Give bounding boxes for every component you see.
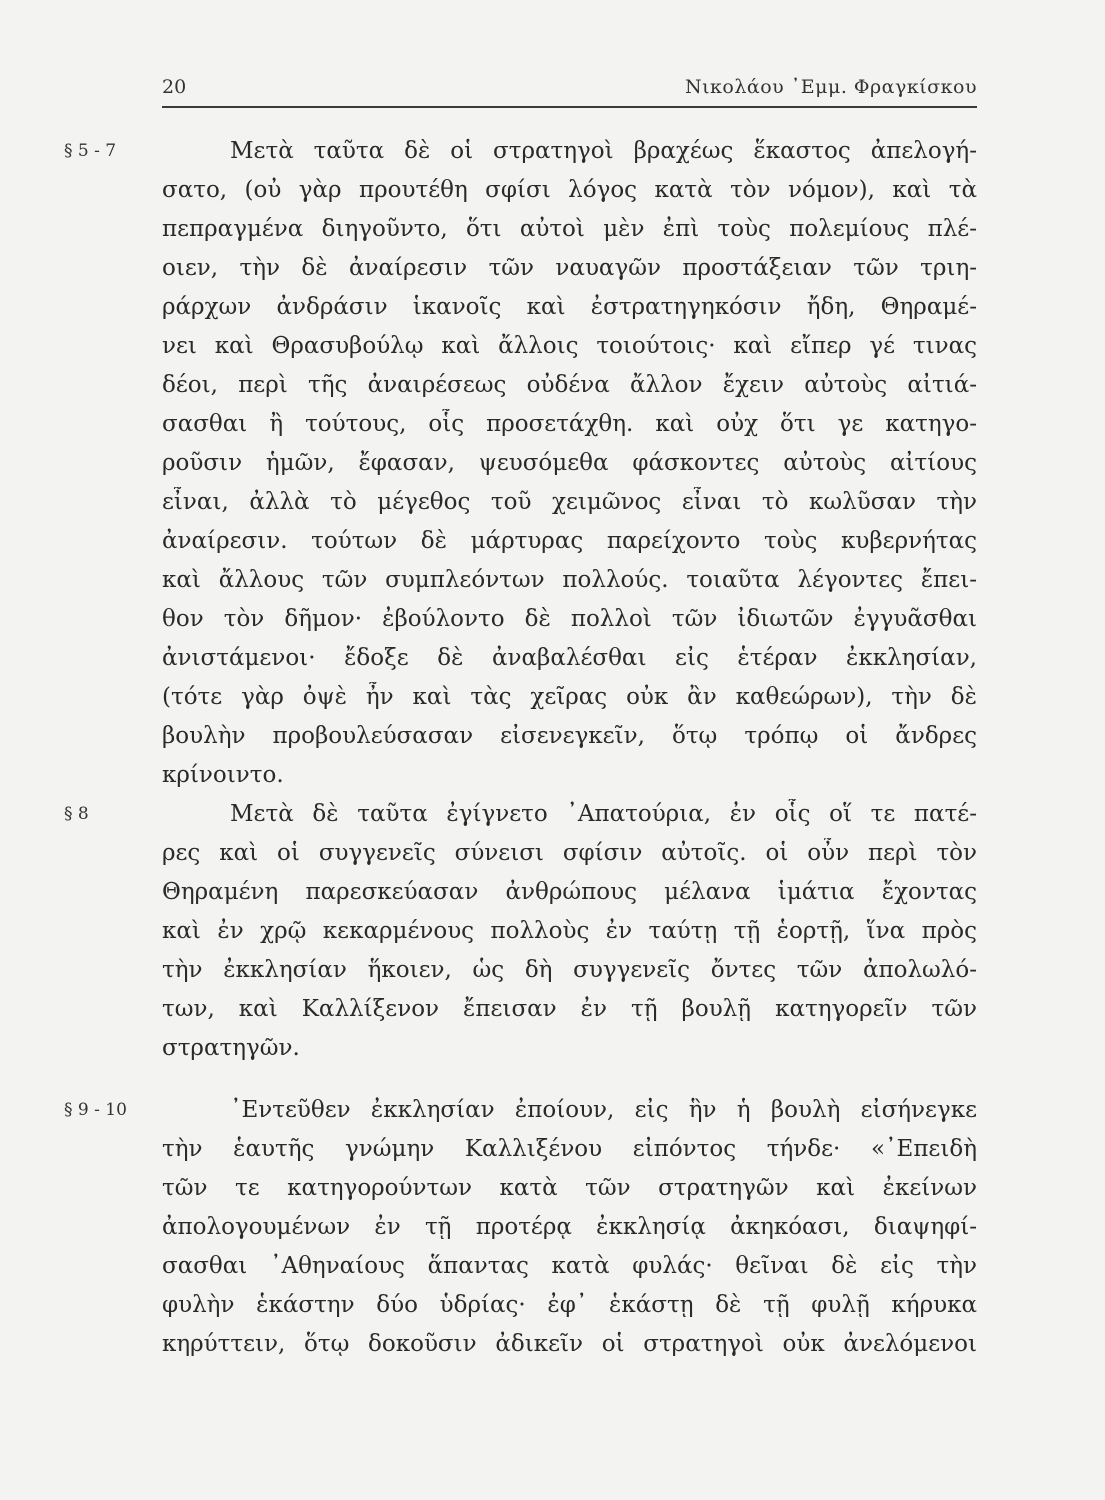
text-line: εἶναι, ἀλλὰ τὸ μέγεθος τοῦ χειμῶνος εἶναι τὸ κωλῦσαν τὴν xyxy=(162,489,977,515)
text-line: νει καὶ Θρασυβούλῳ καὶ ἄλλοις τοιούτοις· καὶ εἴπερ γέ τινας xyxy=(162,333,977,359)
text-line: βουλὴν προβουλεύσασαν εἰσενεγκεῖν, ὅτῳ τρόπῳ οἱ ἄνδρες xyxy=(162,723,977,749)
text-line: καὶ ἐν χρῷ κεκαρμένους πολλοὺς ἐν ταύτῃ τῇ ἑορτῇ, ἵνα πρὸς xyxy=(162,918,977,944)
page-header xyxy=(162,76,977,108)
section-marker: § 9 - 10 xyxy=(64,1100,127,1120)
section-marker: § 8 xyxy=(64,804,89,824)
text-line: στρατηγῶν. xyxy=(162,1035,300,1061)
text-line: τὴν ἐκκλησίαν ἥκοιεν, ὡς δὴ συγγενεῖς ὄντες τῶν ἀπολωλό- xyxy=(162,957,977,983)
text-line: σατο, (οὐ γὰρ προυτέθη σφίσι λόγος κατὰ τὸν νόμον), καὶ τὰ xyxy=(162,177,977,203)
text-line: καὶ ἄλλους τῶν συμπλεόντων πολλούς. τοιαῦτα λέγοντες ἔπει- xyxy=(162,567,977,593)
text-line: κρίνοιντο. xyxy=(162,762,284,788)
text-line: ροῦσιν ἡμῶν, ἔφασαν, ψευσόμεθα φάσκοντες αὐτοὺς αἰτίους xyxy=(162,450,977,476)
text-line: σασθαι ᾿Αθηναίους ἅπαντας κατὰ φυλάς· θεῖναι δὲ εἰς τὴν xyxy=(162,1253,977,1279)
text-line: θον τὸν δῆμον· ἐβούλοντο δὲ πολλοὶ τῶν ἰδιωτῶν ἐγγυᾶσθαι xyxy=(162,606,977,632)
page-number: 20 xyxy=(162,76,187,98)
text-line: των, καὶ Καλλίξενον ἔπεισαν ἐν τῇ βουλῇ κατηγορεῖν τῶν xyxy=(162,996,977,1022)
text-line: τῶν τε κατηγορούντων κατὰ τῶν στρατηγῶν καὶ ἐκείνων xyxy=(162,1175,977,1201)
text-line: Μετὰ ταῦτα δὲ οἱ στρατηγοὶ βραχέως ἕκαστος ἀπελογή- xyxy=(230,138,977,164)
text-line: κηρύττειν, ὅτῳ δοκοῦσιν ἀδικεῖν οἱ στρατηγοὶ οὐκ ἀνελόμενοι xyxy=(162,1331,977,1357)
section-marker: § 5 - 7 xyxy=(64,141,117,161)
text-line: οιεν, τὴν δὲ ἀναίρεσιν τῶν ναυαγῶν προστάξειαν τῶν τριη- xyxy=(162,255,977,281)
text-line: ᾿Εντεῦθεν ἐκκλησίαν ἐποίουν, εἰς ἣν ἡ βουλὴ εἰσήνεγκε xyxy=(230,1097,977,1123)
text-line: ἀνιστάμενοι· ἔδοξε δὲ ἀναβαλέσθαι εἰς ἑτέραν ἐκκλησίαν, xyxy=(162,645,977,671)
text-line: δέοι, περὶ τῆς ἀναιρέσεως οὐδένα ἄλλον ἔχειν αὐτοὺς αἰτιά- xyxy=(162,372,977,398)
text-line: ἀπολογουμένων ἐν τῇ προτέρᾳ ἐκκλησίᾳ ἀκηκόασι, διαψηφί- xyxy=(162,1214,977,1240)
text-line: (τότε γὰρ ὀψὲ ἦν καὶ τὰς χεῖρας οὐκ ἂν καθεώρων), τὴν δὲ xyxy=(162,684,977,710)
running-head: Νικολάου ᾿Εμμ. Φραγκίσκου xyxy=(684,76,977,98)
text-line: ράρχων ἀνδράσιν ἱκανοῖς καὶ ἐστρατηγηκόσιν ἤδη, Θηραμέ- xyxy=(162,294,977,320)
text-line: σασθαι ἢ τούτους, οἷς προσετάχθη. καὶ οὐχ ὅτι γε κατηγο- xyxy=(162,411,977,437)
text-line: τὴν ἑαυτῆς γνώμην Καλλιξένου εἰπόντος τήνδε· «᾿Επειδὴ xyxy=(162,1136,977,1162)
text-line: πεπραγμένα διηγοῦντο, ὅτι αὐτοὶ μὲν ἐπὶ τοὺς πολεμίους πλέ- xyxy=(162,216,977,242)
text-line: φυλὴν ἑκάστην δύο ὑδρίας· ἐφ᾿ ἑκάστῃ δὲ τῇ φυλῇ κήρυκα xyxy=(162,1292,977,1318)
text-line: ρες καὶ οἱ συγγενεῖς σύνεισι σφίσιν αὐτοῖς. οἱ οὖν περὶ τὸν xyxy=(162,840,977,866)
text-line: Μετὰ δὲ ταῦτα ἐγίγνετο ᾿Απατούρια, ἐν οἷς οἵ τε πατέ- xyxy=(230,801,977,827)
text-line: Θηραμένη παρεσκεύασαν ἀνθρώπους μέλανα ἱμάτια ἔχοντας xyxy=(162,879,977,905)
text-line: ἀναίρεσιν. τούτων δὲ μάρτυρας παρείχοντο τοὺς κυβερνήτας xyxy=(162,528,977,554)
